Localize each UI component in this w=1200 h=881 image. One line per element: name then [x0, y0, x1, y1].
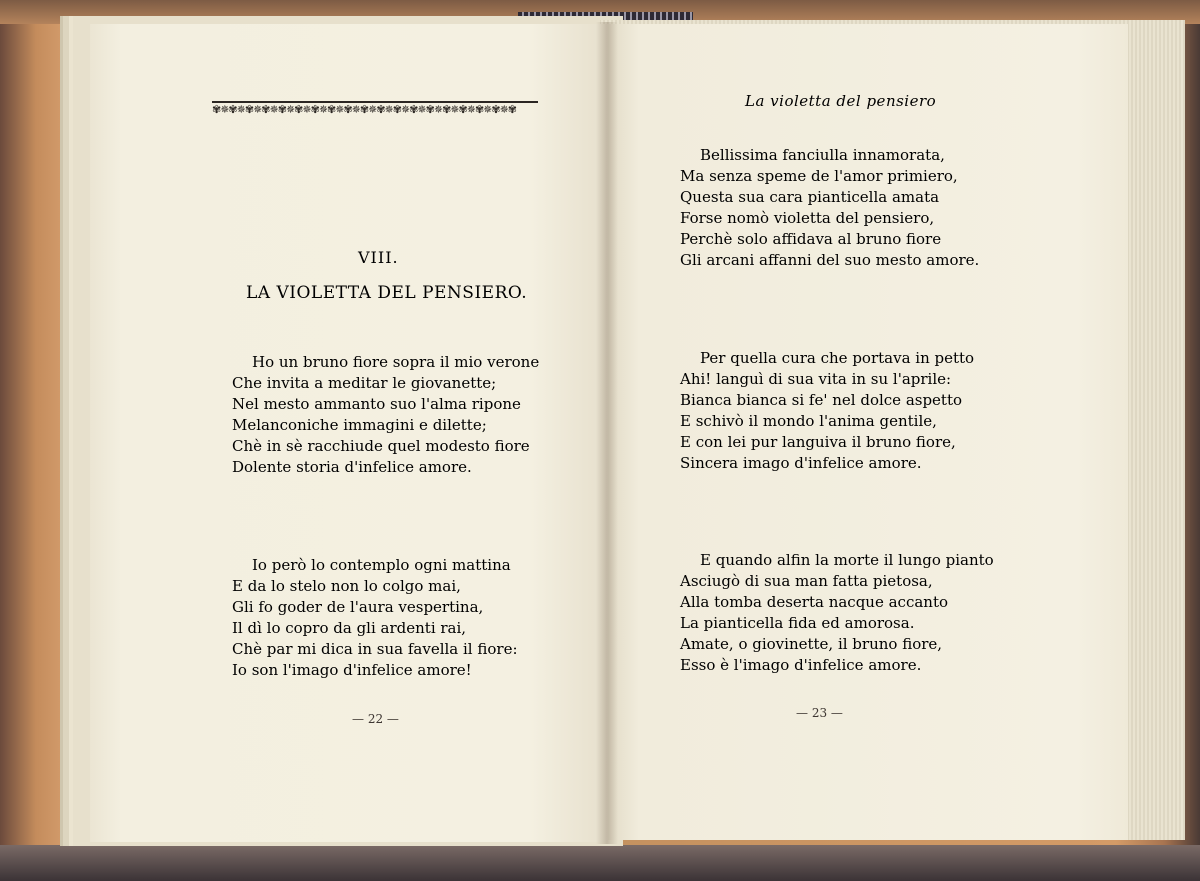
stanza — [680, 550, 994, 676]
verse-line: E schivò il mondo l'anima gentile, — [680, 412, 937, 430]
decorative-ornament-band: ✾✵✾✵✾✵✾✵✾✵✾✵✾✵✾✵✾✵✾✵✾✵✾✵✾✵✾✵✾✵✾✵✾✵✾✵✾ — [212, 101, 538, 117]
verse-line: Alla tomba deserta nacque accanto — [680, 593, 949, 611]
stanza — [680, 348, 974, 474]
verse-line: E quando alfin la morte il lungo pianto — [700, 551, 994, 569]
verse-line: Ahi! languì di sua vita in su l'aprile: — [680, 370, 952, 388]
verse-line: Chè par mi dica in sua favella il fiore: — [232, 640, 518, 658]
verse-line: Dolente storia d'infelice amore. — [232, 458, 472, 476]
book-gutter — [596, 22, 618, 844]
verse-line: Amate, o giovinette, il bruno fiore, — [680, 635, 943, 653]
cover-bottom-edge — [0, 845, 1200, 881]
verse-line: Bianca bianca si fe' nel dolce aspetto — [680, 391, 963, 409]
verse-line: Questa sua cara pianticella amata — [680, 188, 940, 206]
verse-line: Io son l'imago d'infelice amore! — [232, 661, 472, 679]
verse-line: Melanconiche immagini e dilette; — [232, 416, 487, 434]
verse-line: E da lo stelo non lo colgo mai, — [232, 577, 461, 595]
stanza — [232, 555, 518, 681]
verse-line: Forse nomò violetta del pensiero, — [680, 209, 935, 227]
verse-line: Bellissima fanciulla innamorata, — [700, 146, 945, 164]
stanza — [680, 145, 979, 271]
page-number: — 23 — — [796, 706, 843, 720]
verse-line: Gli fo goder de l'aura vespertina, — [232, 598, 484, 616]
verse-line: E con lei pur languiva il bruno fiore, — [680, 433, 956, 451]
verse-line: Perchè solo affidava al bruno fiore — [680, 230, 942, 248]
chapter-title: LA VIOLETTA DEL PENSIERO. — [246, 283, 528, 303]
chapter-number: VIII. — [358, 248, 399, 267]
verse-line: Io però lo contemplo ogni mattina — [252, 556, 511, 574]
verse-line: Gli arcani affanni del suo mesto amore. — [680, 251, 980, 269]
running-head: La violetta del pensiero — [745, 92, 937, 110]
verse-line: Il dì lo copro da gli ardenti rai, — [232, 619, 467, 637]
verse-line: Ho un bruno fiore sopra il mio verone — [252, 353, 540, 371]
verse-line: Asciugò di sua man fatta pietosa, — [680, 572, 933, 590]
verse-line: Ma senza speme de l'amor primiero, — [680, 167, 958, 185]
verse-line: Esso è l'imago d'infelice amore. — [680, 656, 922, 674]
verse-line: Per quella cura che portava in petto — [700, 349, 975, 367]
stanza — [232, 352, 539, 478]
verse-line: Nel mesto ammanto suo l'alma ripone — [232, 395, 521, 413]
verse-line: Che invita a meditar le giovanette; — [232, 374, 497, 392]
verse-line: La pianticella fida ed amorosa. — [680, 614, 915, 632]
verse-line: Sincera imago d'infelice amore. — [680, 454, 922, 472]
page-number: — 22 — — [352, 712, 399, 726]
verse-line: Chè in sè racchiude quel modesto fiore — [232, 437, 530, 455]
